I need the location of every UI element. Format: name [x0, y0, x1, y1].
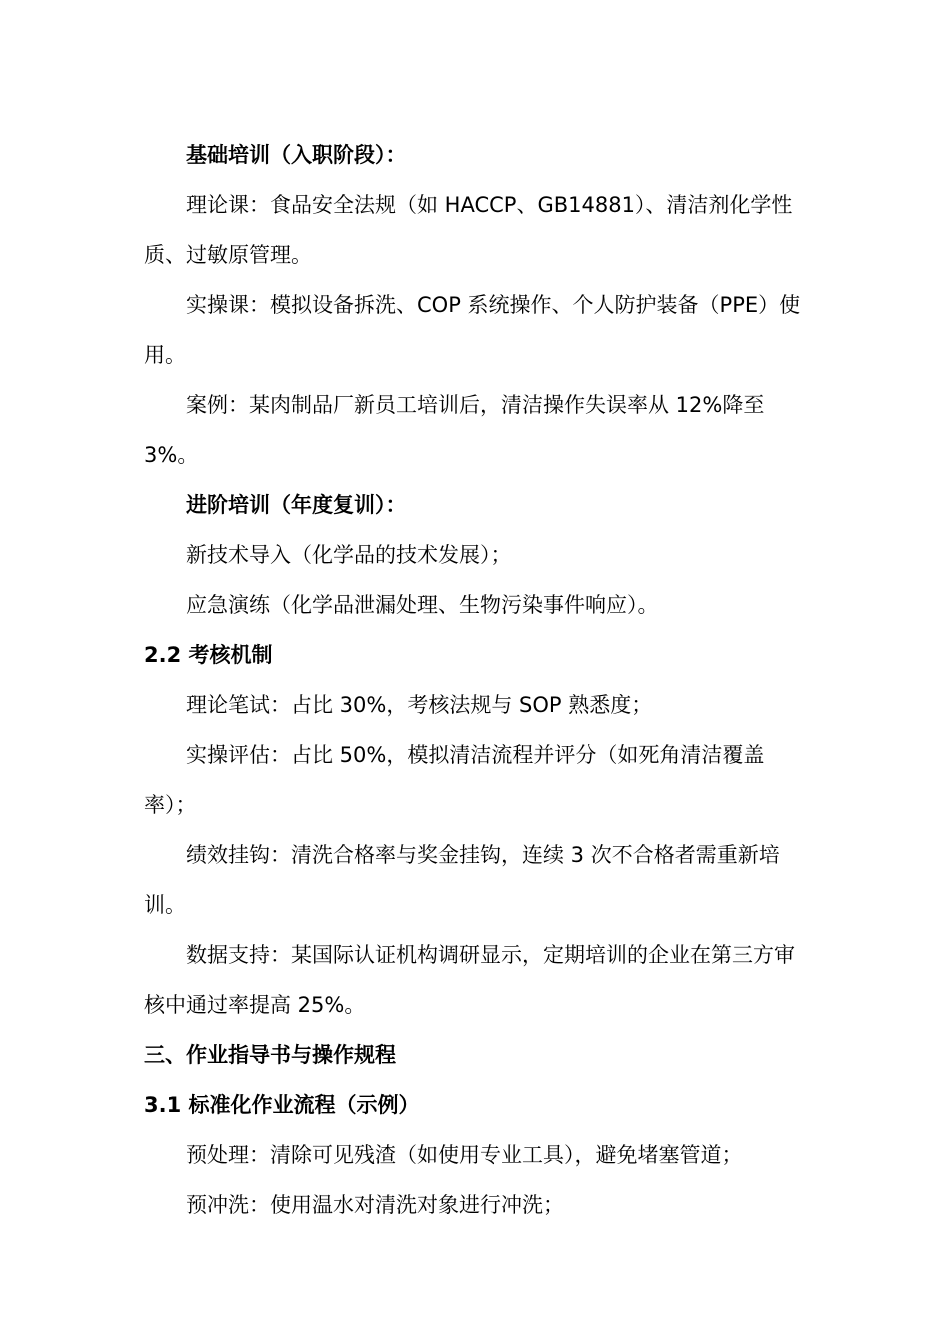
emergency-drill-paragraph: 应急演练（化学品泄漏处理、生物污染事件响应）。 [186, 593, 659, 617]
prerinse-paragraph: 预冲洗：使用温水对清洗对象进行冲洗； [186, 1193, 564, 1217]
advanced-training-heading: 进阶培训（年度复训）： [186, 493, 407, 517]
basic-training-heading: 基础培训（入职阶段）： [186, 143, 407, 167]
practice-course-paragraph: 实操课：模拟设备拆洗、COP 系统操作、个人防护装备（PPE）使用。 [144, 293, 801, 367]
performance-link-paragraph: 绩效挂钩：清洗合格率与奖金挂钩，连续 3 次不合格者需重新培训。 [144, 843, 780, 917]
document-body [144, 130, 804, 1230]
section3-1-heading: 3.1 标准化作业流程（示例） [144, 1093, 420, 1117]
section3-heading: 三、作业指导书与操作规程 [144, 1043, 396, 1067]
pretreatment-paragraph: 预处理：清除可见残渣（如使用专业工具），避免堵塞管道； [186, 1143, 743, 1167]
new-tech-paragraph: 新技术导入（化学品的技术发展）； [186, 543, 512, 567]
written-exam-paragraph: 理论笔试：占比 30%，考核法规与 SOP 熟悉度； [186, 693, 653, 717]
assessment-heading: 2.2 考核机制 [144, 643, 273, 667]
case-paragraph: 案例：某肉制品厂新员工培训后，清洁操作失误率从 12%降至 3%。 [144, 393, 765, 467]
practical-assessment-paragraph: 实操评估：占比 50%，模拟清洁流程并评分（如死角清洁覆盖率）； [144, 743, 765, 817]
theory-course-paragraph: 理论课：食品安全法规（如 HACCP、GB14881）、清洁剂化学性质、过敏原管理。 [144, 193, 793, 267]
data-support-paragraph: 数据支持：某国际认证机构调研显示，定期培训的企业在第三方审核中通过率提高 25%。 [144, 943, 795, 1017]
